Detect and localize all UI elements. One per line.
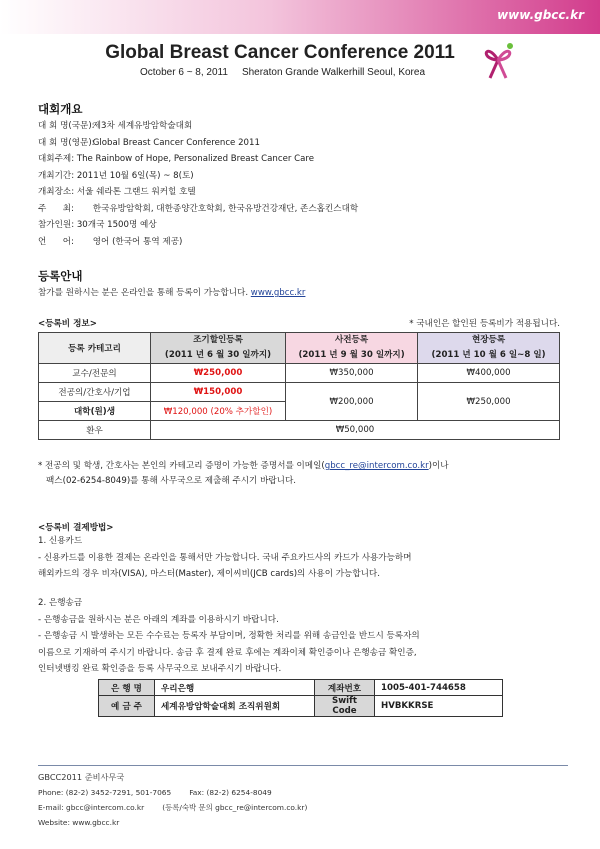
header-banner: [0, 0, 600, 34]
list-item: 개최장소: 서울 쉐라톤 그랜드 워커힐 호텔: [38, 187, 196, 197]
registration-intro: 참가를 원하시는 분은 온라인을 통해 등록이 가능합니다. www.gbcc.kr: [38, 288, 306, 298]
footer-phone: Phone: (82-2) 3452-7291, 501-7065: [38, 788, 172, 797]
header-early: 조기할인등록 (2011 년 6 월 30 일까지): [151, 333, 286, 364]
footer-website[interactable]: Website: www.gbcc.kr: [38, 818, 120, 827]
table-row: 대학(원)생 ₩120,000 (20% 추가할인): [39, 402, 560, 421]
table-row: 예 금 주 세계유방암학술대회 조직위원회 Swift Code HVBKKRSE: [99, 696, 503, 717]
footer-info: [38, 770, 307, 830]
table-row: 환우 ₩50,000: [39, 421, 560, 440]
list-item: 주 최: 한국유방암학회, 대한종양간호학회, 한국유방건강재단, 존스홉킨스대학: [38, 203, 359, 214]
table-row: 교수/전문의 ₩250,000 ₩350,000 ₩400,000: [39, 364, 560, 383]
footer-email[interactable]: E-mail: gbcc@intercom.co.kr: [38, 803, 145, 812]
fee-footnote: * 전공의 및 학생, 간호사는 본인의 카테고리 증명이 가능한 증명서를 이메일(gbcc_re@intercom.co.kr)이나 팩스(02-6254-8049)를 통해 사무국으로 제출해 주시기 바랍니다.: [38, 461, 449, 486]
overview-list: [38, 118, 358, 250]
header-site: 현장등록 (2011 년 10 월 6 일~8 일): [418, 333, 560, 364]
registration-link[interactable]: www.gbcc.kr: [250, 288, 306, 298]
table-row: 전공의/간호사/기업 ₩150,000 ₩200,000 ₩250,000: [39, 383, 560, 402]
list-item: 대회주제: The Rainbow of Hope, Personalized Breast Cancer Care: [38, 154, 315, 164]
conference-subtitle: [140, 67, 425, 78]
payment-card: 1. 신용카드 - 신용카드를 이용한 결제는 온라인을 통해서만 가능합니다. 국내 주요카드사의 카드가 사용가능하며 해외카드의 경우 비자(VISA), 마스터(Master), 제이씨비(JCB cards)의 사용이 가능합니다.: [38, 536, 412, 579]
fee-table: [38, 332, 560, 440]
conference-title: Global Breast Cancer Conference 2011: [105, 42, 455, 63]
footer-divider: [38, 765, 568, 766]
list-item: 개최기간: 2011년 10월 6일(목) ~ 8(토): [38, 170, 194, 181]
table-row: 은 행 명 우리은행 계좌번호 1005-401-744658: [99, 680, 503, 696]
footer-office: GBCC2011 준비사무국: [38, 772, 125, 782]
bank-account-table: [98, 679, 503, 717]
list-item: 대 회 명(국문): 제3차 세계유방암학술대회: [38, 121, 193, 131]
list-item: 참가인원: 30개국 1500명 예상: [38, 220, 157, 230]
conference-venue: Sheraton Grande Walkerhill Seoul, Korea: [241, 67, 425, 78]
registration-title: 등록안내: [38, 269, 83, 283]
fee-info-label: <등록비 정보>: [38, 319, 97, 329]
pink-ribbon-logo: [480, 40, 516, 80]
fee-note: * 국내인은 할인된 등록비가 적용됩니다.: [409, 319, 560, 329]
header-url[interactable]: www.gbcc.kr: [497, 8, 584, 22]
footnote-email-link[interactable]: gbcc_re@intercom.co.kr: [324, 461, 429, 471]
header-category: 등록 카테고리: [39, 333, 151, 364]
overview-title: 대회개요: [38, 102, 83, 116]
header-pre: 사전등록 (2011 년 9 월 30 일까지): [286, 333, 418, 364]
payment-label: <등록비 결제방법>: [38, 523, 114, 533]
table-row: [39, 333, 560, 364]
list-item: 대 회 명(영문): Global Breast Cancer Conference 2011: [38, 137, 260, 148]
footer-fax: Fax: (82-2) 6254-8049: [189, 788, 272, 797]
payment-bank: 2. 은행송금 - 은행송금을 원하시는 분은 아래의 계좌를 이용하시기 바랍니다. - 은행송금 시 발생하는 모든 수수료는 등록자 부담이며, 정확한 처리를 위해 송금인을 반드시 등록자의 이름으로 기재하여 주시기 바랍니다. 송금 후 결제 완료 후에는 계좌이체 확인증이나 은행송금 확인증, 인터넷뱅킹 완료 확인증을 등록 사무국으로 보내주시기 바랍니다.: [38, 598, 420, 674]
list-item: 언 어: 영어 (한국어 통역 제공): [38, 236, 183, 247]
conference-date: October 6 ~ 8, 2011: [140, 67, 228, 78]
footer-email2[interactable]: (등록/숙박 문의 gbcc_re@intercom.co.kr): [162, 803, 308, 812]
